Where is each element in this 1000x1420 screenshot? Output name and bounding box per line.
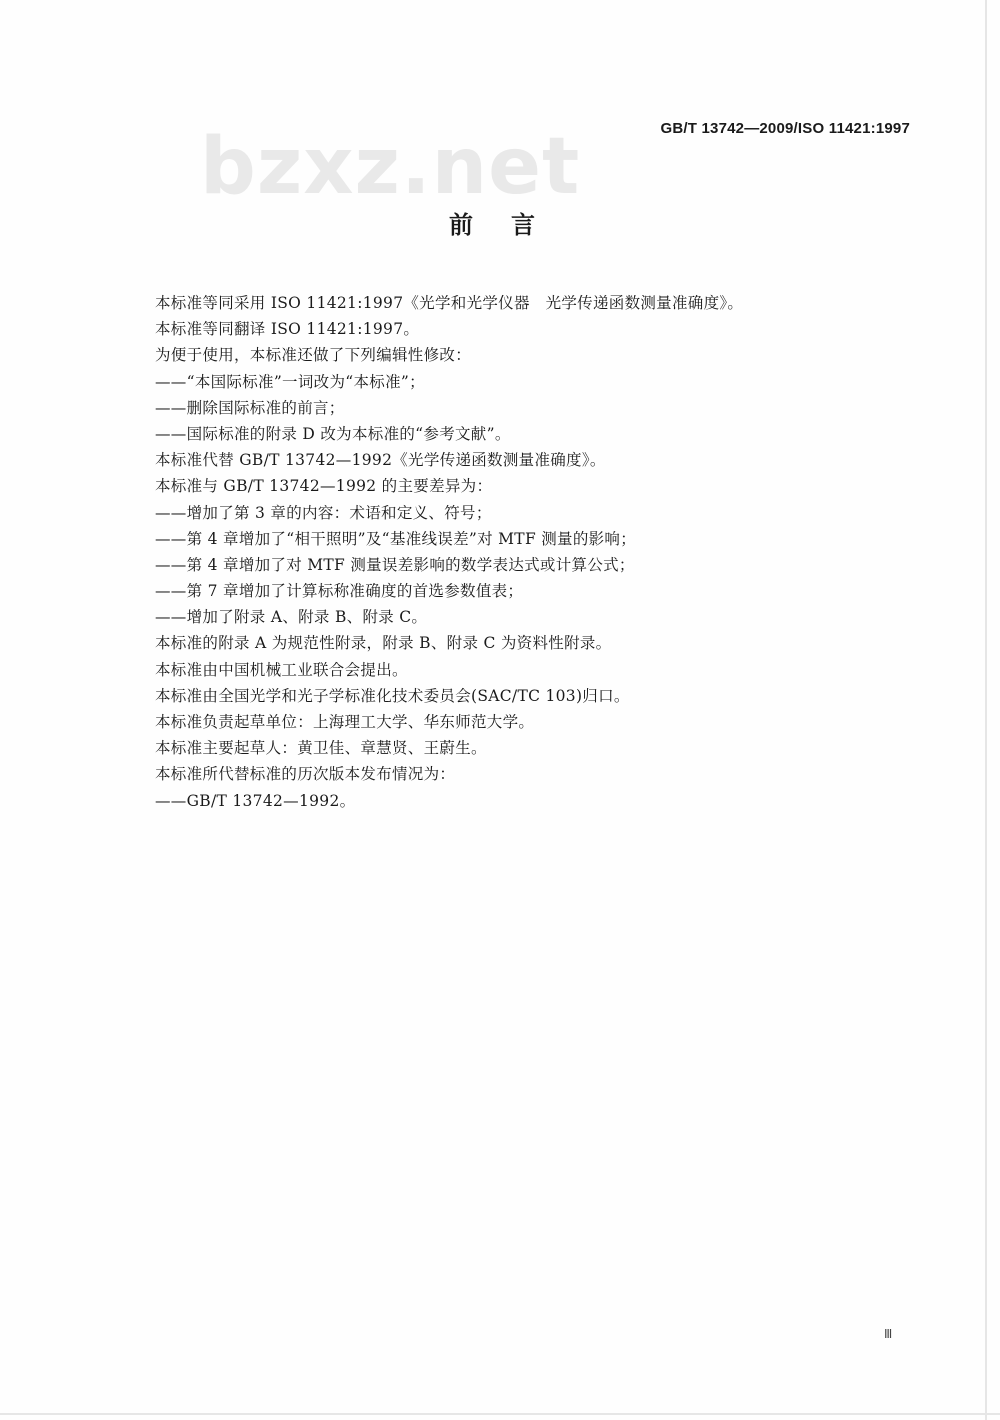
standard-number: GB/T 13742—2009/ISO 11421:1997 bbox=[660, 120, 910, 137]
foreword-line: ——增加了附录 A、附录 B、附录 C。 bbox=[155, 608, 428, 627]
foreword-line: ——国际标准的附录 D 改为本标准的“参考文献”。 bbox=[155, 424, 511, 443]
foreword-line: ——删除国际标准的前言； bbox=[155, 398, 345, 417]
foreword-line: 本标准等同翻译 ISO 11421:1997。 bbox=[155, 320, 420, 339]
foreword-line: 本标准负责起草单位：上海理工大学、华东师范大学。 bbox=[155, 713, 535, 731]
page-edge-bottom bbox=[0, 1413, 1000, 1415]
foreword-line: 本标准代替 GB/T 13742—1992《光学传递函数测量准确度》。 bbox=[155, 451, 606, 470]
foreword-line: 本标准主要起草人：黄卫佳、章慧贤、王蔚生。 bbox=[155, 739, 487, 758]
foreword-line: 本标准所代替标准的历次版本发布情况为： bbox=[155, 765, 456, 784]
foreword-line: 本标准等同采用 ISO 11421:1997《光学和光学仪器 光学传递函数测量准确度》。 bbox=[155, 294, 744, 312]
page-edge-right bbox=[985, 0, 987, 1420]
page-title: 前言 bbox=[449, 211, 573, 239]
page-number: Ⅲ bbox=[884, 1327, 893, 1341]
foreword-line: ——第 4 章增加了“相干照明”及“基准线误差”对 MTF 测量的影响； bbox=[155, 529, 637, 548]
foreword-line: ——增加了第 3 章的内容：术语和定义、符号； bbox=[155, 503, 492, 522]
foreword-line: ——第 4 章增加了对 MTF 测量误差影响的数学表达式或计算公式； bbox=[155, 555, 635, 574]
foreword-line: ——“本国际标准”一词改为“本标准”； bbox=[155, 372, 425, 391]
foreword-line: 本标准与 GB/T 13742—1992 的主要差异为： bbox=[155, 477, 493, 496]
foreword-body bbox=[155, 290, 915, 814]
foreword-line: 为便于使用，本标准还做了下列编辑性修改： bbox=[155, 346, 472, 365]
foreword-line: 本标准由全国光学和光子学标准化技术委员会(SAC/TC 103)归口。 bbox=[155, 686, 630, 705]
foreword-line: ——GB/T 13742—1992。 bbox=[155, 791, 356, 810]
foreword-line: ——第 7 章增加了计算标称准确度的首选参数值表； bbox=[155, 582, 524, 601]
foreword-line: 本标准由中国机械工业联合会提出。 bbox=[155, 660, 408, 679]
watermark: bzxz.net bbox=[200, 122, 581, 212]
foreword-line: 本标准的附录 A 为规范性附录，附录 B、附录 C 为资料性附录。 bbox=[155, 634, 612, 653]
